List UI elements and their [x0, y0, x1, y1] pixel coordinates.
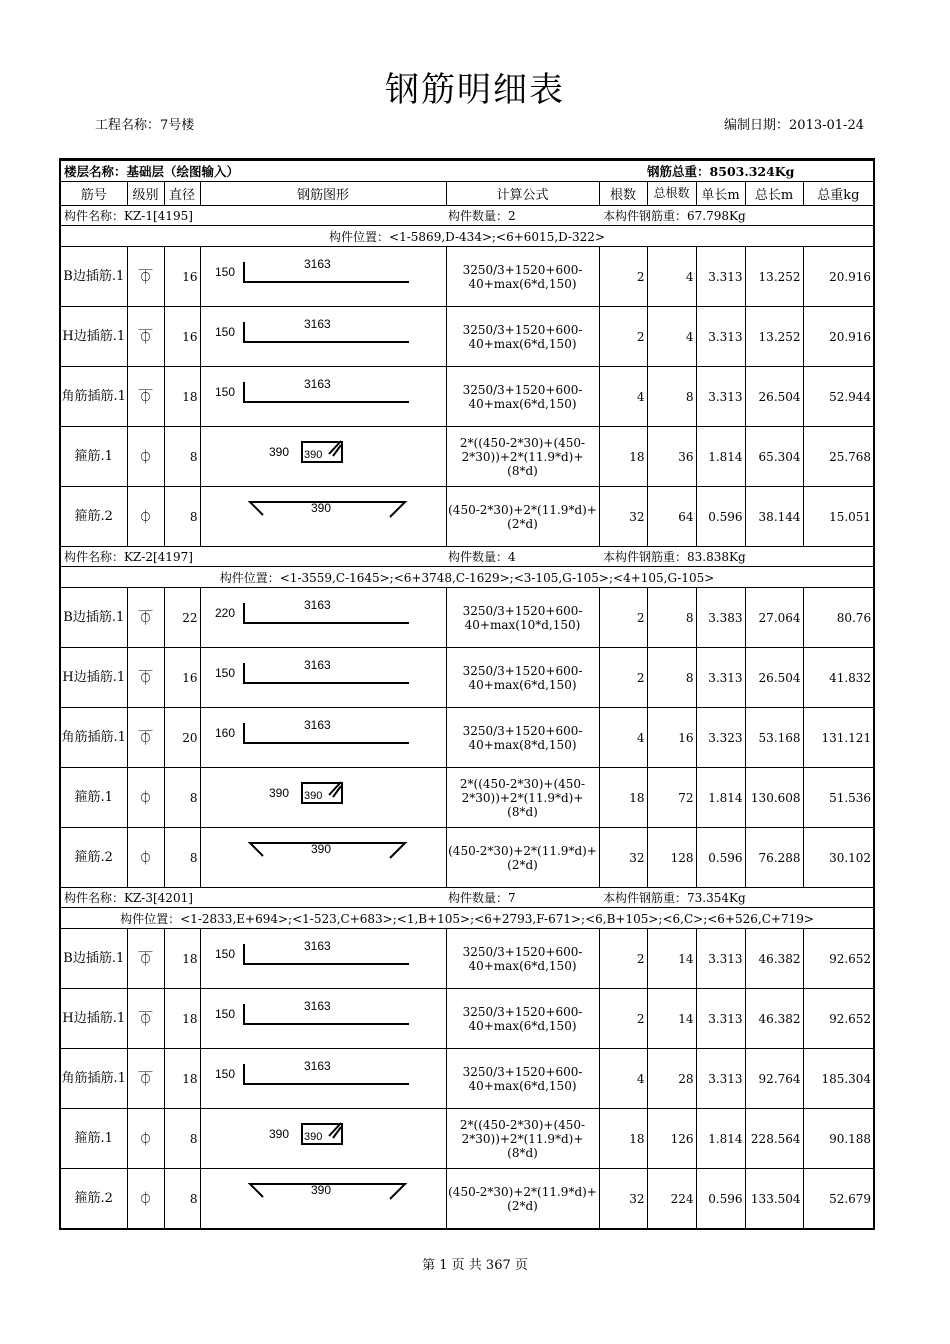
bar-name: H边插筋.1: [60, 648, 127, 708]
calc-formula: 3250/3+1520+600-40+max(6*d,150): [446, 648, 599, 708]
bar-name: H边插筋.1: [60, 307, 127, 367]
table-row: [60, 648, 874, 708]
bar-shape: [200, 1049, 446, 1109]
unit-length: 3.383: [696, 588, 745, 648]
component-weight: 本构件钢筋重：67.798Kg: [599, 206, 874, 226]
total-weight-cell: 92.652: [803, 989, 874, 1049]
bar-shape: [200, 1169, 446, 1230]
table-row: [60, 989, 874, 1049]
steel-grade-icon: ⏁: [127, 367, 164, 427]
bar-shape-drawing: [201, 709, 447, 767]
steel-grade-icon: ⏀: [127, 828, 164, 888]
component-row: [60, 206, 874, 226]
compile-date: 编制日期：2013-01-24: [724, 118, 864, 133]
bar-diameter: 8: [164, 768, 200, 828]
header-cell: 直径: [164, 182, 200, 206]
stirrup-hook: [329, 441, 341, 456]
total-count: 36: [647, 427, 696, 487]
unit-length: 3.313: [696, 1049, 745, 1109]
calc-formula: 3250/3+1520+600-40+max(6*d,150): [446, 1049, 599, 1109]
bar-count: 4: [599, 1049, 647, 1109]
total-count: 4: [647, 247, 696, 307]
component-row: [60, 888, 874, 908]
calc-formula: 2*((450-2*30)+(450-2*30))+2*(11.9*d)+(8*d): [446, 1109, 599, 1169]
total-weight-cell: 80.76: [803, 588, 874, 648]
hook-length-label: 150: [214, 1066, 235, 1081]
total-count: 8: [647, 367, 696, 427]
bar-name: 角筋插筋.1: [60, 1049, 127, 1109]
floor-name: 楼层名称：基础层（绘图输入）: [60, 160, 647, 182]
component-row: [60, 547, 874, 567]
table-row: [60, 929, 874, 989]
bar-diameter: 18: [164, 1049, 200, 1109]
bar-length-label: 3163: [303, 256, 331, 271]
steel-grade-icon: ⏁: [127, 648, 164, 708]
total-length: 46.382: [745, 929, 803, 989]
steel-grade-icon: ⏀: [127, 1109, 164, 1169]
table-row: [60, 487, 874, 547]
component-count: 构件数量：4: [446, 547, 599, 567]
bar-length-label: 3163: [303, 657, 331, 672]
steel-grade-icon: ⏀: [127, 768, 164, 828]
header-cell: 根数: [599, 182, 647, 206]
table-row: [60, 367, 874, 427]
header-cell: 计算公式: [446, 182, 599, 206]
bar-shape-drawing: [201, 990, 447, 1048]
total-count: 8: [647, 648, 696, 708]
bar-name: 箍筋.1: [60, 427, 127, 487]
stirrup-hook: [329, 1123, 341, 1138]
bar-shape-drawing: [201, 829, 447, 887]
bar-count: 4: [599, 367, 647, 427]
bar-diameter: 18: [164, 929, 200, 989]
floor-row: [60, 160, 874, 182]
bar-diameter: 8: [164, 1109, 200, 1169]
component-weight: 本构件钢筋重：83.838Kg: [599, 547, 874, 567]
table-row: [60, 307, 874, 367]
total-weight-cell: 41.832: [803, 648, 874, 708]
calc-formula: 3250/3+1520+600-40+max(6*d,150): [446, 367, 599, 427]
unit-length: 1.814: [696, 1109, 745, 1169]
total-weight-cell: 185.304: [803, 1049, 874, 1109]
position-row: [60, 908, 874, 929]
unit-length: 3.313: [696, 648, 745, 708]
header-cell: 级别: [127, 182, 164, 206]
calc-formula: 2*((450-2*30)+(450-2*30))+2*(11.9*d)+(8*d): [446, 427, 599, 487]
component-count: 构件数量：2: [446, 206, 599, 226]
calc-formula: 3250/3+1520+600-40+max(10*d,150): [446, 588, 599, 648]
total-length: 26.504: [745, 648, 803, 708]
bar-diameter: 8: [164, 828, 200, 888]
bar-length-label: 3163: [303, 998, 331, 1013]
bar-shape: [200, 989, 446, 1049]
total-count: 72: [647, 768, 696, 828]
bar-diameter: 16: [164, 247, 200, 307]
bar-length-label: 3163: [303, 376, 331, 391]
tie-length-label: 390: [310, 1182, 331, 1197]
page-title: 钢筋明细表: [385, 70, 565, 110]
total-length: 27.064: [745, 588, 803, 648]
unit-length: 3.313: [696, 247, 745, 307]
total-length: 130.608: [745, 768, 803, 828]
unit-length: 3.313: [696, 929, 745, 989]
calc-formula: 2*((450-2*30)+(450-2*30))+2*(11.9*d)+(8*d): [446, 768, 599, 828]
bar-shape: [200, 487, 446, 547]
bar-name: B边插筋.1: [60, 247, 127, 307]
total-weight-cell: 131.121: [803, 708, 874, 768]
bar-shape: [200, 1109, 446, 1169]
rebar-table: [59, 158, 875, 1230]
header-cell: 钢筋图形: [200, 182, 446, 206]
hook-length-label: 150: [214, 264, 235, 279]
unit-length: 3.313: [696, 367, 745, 427]
total-count: 28: [647, 1049, 696, 1109]
total-count: 16: [647, 708, 696, 768]
total-count: 126: [647, 1109, 696, 1169]
table-row: [60, 828, 874, 888]
unit-length: 0.596: [696, 828, 745, 888]
steel-grade-icon: ⏁: [127, 307, 164, 367]
component-position: 构件位置：<1-5869,D-434>;<6+6015,D-322>: [60, 226, 874, 247]
component-name: 构件名称：KZ-2[4197]: [60, 547, 446, 567]
bar-name: 箍筋.2: [60, 1169, 127, 1230]
bar-name: 角筋插筋.1: [60, 367, 127, 427]
table-row: [60, 768, 874, 828]
bar-length-label: 3163: [303, 1058, 331, 1073]
header-cell: 单长m: [696, 182, 745, 206]
bar-count: 32: [599, 1169, 647, 1230]
steel-grade-icon: ⏁: [127, 708, 164, 768]
bar-name: 箍筋.2: [60, 828, 127, 888]
bar-count: 32: [599, 487, 647, 547]
total-weight-cell: 20.916: [803, 307, 874, 367]
total-weight-cell: 20.916: [803, 247, 874, 307]
tie-length-label: 390: [310, 500, 331, 515]
tie-length-label: 390: [310, 841, 331, 856]
bar-shape: [200, 768, 446, 828]
bar-count: 4: [599, 708, 647, 768]
bar-shape-drawing: [201, 930, 447, 988]
unit-length: 1.814: [696, 427, 745, 487]
hook-length-label: 160: [214, 725, 235, 740]
bar-name: 箍筋.1: [60, 1109, 127, 1169]
bar-shape-drawing: [201, 488, 447, 546]
bar-shape-drawing: [201, 769, 447, 827]
total-weight-cell: 25.768: [803, 427, 874, 487]
calc-formula: 3250/3+1520+600-40+max(6*d,150): [446, 307, 599, 367]
stirrup-width-label: 390: [268, 1126, 289, 1141]
unit-length: 3.313: [696, 307, 745, 367]
unit-length: 0.596: [696, 487, 745, 547]
bar-shape-drawing: [201, 589, 447, 647]
bar-count: 18: [599, 1109, 647, 1169]
bar-diameter: 22: [164, 588, 200, 648]
total-count: 14: [647, 989, 696, 1049]
table-row: [60, 427, 874, 487]
total-weight: 钢筋总重：8503.324Kg: [647, 160, 874, 182]
steel-grade-icon: ⏁: [127, 1049, 164, 1109]
position-row: [60, 226, 874, 247]
stirrup-height-label: 390: [303, 1130, 322, 1143]
bar-name: 箍筋.1: [60, 768, 127, 828]
total-length: 133.504: [745, 1169, 803, 1230]
bar-diameter: 8: [164, 1169, 200, 1230]
total-length: 53.168: [745, 708, 803, 768]
header-cell: 总长m: [745, 182, 803, 206]
unit-length: 3.323: [696, 708, 745, 768]
unit-length: 0.596: [696, 1169, 745, 1230]
bar-shape-drawing: [201, 248, 447, 306]
bar-diameter: 18: [164, 367, 200, 427]
bar-length-label: 3163: [303, 316, 331, 331]
steel-grade-icon: ⏁: [127, 989, 164, 1049]
calc-formula: (450-2*30)+2*(11.9*d)+(2*d): [446, 828, 599, 888]
total-length: 228.564: [745, 1109, 803, 1169]
table-row: [60, 1049, 874, 1109]
component-position: 构件位置：<1-3559,C-1645>;<6+3748,C-1629>;<3-105,G-105>;<4+105,G-105>: [60, 567, 874, 588]
total-weight-cell: 52.944: [803, 367, 874, 427]
hook-length-label: 150: [214, 384, 235, 399]
hook-length-label: 150: [214, 665, 235, 680]
bar-shape: [200, 708, 446, 768]
bar-shape: [200, 648, 446, 708]
steel-grade-icon: ⏁: [127, 588, 164, 648]
table-row: [60, 708, 874, 768]
header-row: [60, 182, 874, 206]
component-position: 构件位置：<1-2833,E+694>;<1-523,C+683>;<1,B+105>;<6+2793,F-671>;<6,B+105>;<6,C>;<6+526,C+719>: [60, 908, 874, 929]
calc-formula: 3250/3+1520+600-40+max(6*d,150): [446, 929, 599, 989]
bar-shape: [200, 588, 446, 648]
component-name: 构件名称：KZ-3[4201]: [60, 888, 446, 908]
bar-shape: [200, 307, 446, 367]
steel-grade-icon: ⏁: [127, 247, 164, 307]
total-length: 26.504: [745, 367, 803, 427]
bar-shape-drawing: [201, 1170, 447, 1228]
component-weight: 本构件钢筋重：73.354Kg: [599, 888, 874, 908]
stirrup-hook: [329, 782, 341, 797]
total-count: 8: [647, 588, 696, 648]
stirrup-width-label: 390: [268, 785, 289, 800]
bar-shape-drawing: [201, 649, 447, 707]
total-count: 128: [647, 828, 696, 888]
header-cell: 筋号: [60, 182, 127, 206]
total-weight-cell: 15.051: [803, 487, 874, 547]
bar-count: 32: [599, 828, 647, 888]
bar-shape-drawing: [201, 1050, 447, 1108]
bar-length-label: 3163: [303, 597, 331, 612]
bar-count: 2: [599, 307, 647, 367]
bar-diameter: 8: [164, 427, 200, 487]
hook-length-label: 220: [214, 605, 235, 620]
steel-grade-icon: ⏀: [127, 1169, 164, 1230]
total-weight-cell: 92.652: [803, 929, 874, 989]
total-length: 13.252: [745, 247, 803, 307]
steel-grade-icon: ⏀: [127, 487, 164, 547]
total-length: 65.304: [745, 427, 803, 487]
bar-length-label: 3163: [303, 717, 331, 732]
table-row: [60, 1109, 874, 1169]
hook-length-label: 150: [214, 1006, 235, 1021]
total-length: 13.252: [745, 307, 803, 367]
bar-name: 箍筋.2: [60, 487, 127, 547]
total-weight-cell: 51.536: [803, 768, 874, 828]
total-length: 76.288: [745, 828, 803, 888]
hook-length-label: 150: [214, 324, 235, 339]
bar-diameter: 8: [164, 487, 200, 547]
bar-count: 2: [599, 929, 647, 989]
calc-formula: 3250/3+1520+600-40+max(6*d,150): [446, 989, 599, 1049]
bar-name: H边插筋.1: [60, 989, 127, 1049]
bar-shape-drawing: [201, 1110, 447, 1168]
calc-formula: 3250/3+1520+600-40+max(8*d,150): [446, 708, 599, 768]
bar-shape: [200, 929, 446, 989]
header-cell: 总根数: [647, 182, 696, 206]
bar-diameter: 20: [164, 708, 200, 768]
position-row: [60, 567, 874, 588]
table-row: [60, 1169, 874, 1230]
unit-length: 3.313: [696, 989, 745, 1049]
steel-grade-icon: ⏁: [127, 929, 164, 989]
bar-name: B边插筋.1: [60, 929, 127, 989]
bar-diameter: 16: [164, 307, 200, 367]
bar-count: 18: [599, 427, 647, 487]
bar-shape-drawing: [201, 428, 447, 486]
bar-shape: [200, 367, 446, 427]
calc-formula: (450-2*30)+2*(11.9*d)+(2*d): [446, 487, 599, 547]
component-name: 构件名称：KZ-1[4195]: [60, 206, 446, 226]
page-footer: 第 1 页 共 367 页: [422, 1258, 528, 1273]
table-row: [60, 247, 874, 307]
bar-diameter: 16: [164, 648, 200, 708]
component-count: 构件数量：7: [446, 888, 599, 908]
bar-name: B边插筋.1: [60, 588, 127, 648]
unit-length: 1.814: [696, 768, 745, 828]
calc-formula: (450-2*30)+2*(11.9*d)+(2*d): [446, 1169, 599, 1230]
bar-count: 2: [599, 588, 647, 648]
steel-grade-icon: ⏀: [127, 427, 164, 487]
total-count: 14: [647, 929, 696, 989]
bar-length-label: 3163: [303, 938, 331, 953]
total-length: 46.382: [745, 989, 803, 1049]
bar-shape-drawing: [201, 368, 447, 426]
total-count: 4: [647, 307, 696, 367]
bar-count: 2: [599, 648, 647, 708]
total-weight-cell: 90.188: [803, 1109, 874, 1169]
bar-count: 18: [599, 768, 647, 828]
stirrup-height-label: 390: [303, 448, 322, 461]
bar-shape: [200, 427, 446, 487]
stirrup-height-label: 390: [303, 789, 322, 802]
hook-length-label: 150: [214, 946, 235, 961]
bar-shape: [200, 247, 446, 307]
bar-count: 2: [599, 247, 647, 307]
stirrup-width-label: 390: [268, 444, 289, 459]
total-count: 224: [647, 1169, 696, 1230]
total-length: 92.764: [745, 1049, 803, 1109]
bar-count: 2: [599, 989, 647, 1049]
header-cell: 总重kg: [803, 182, 874, 206]
calc-formula: 3250/3+1520+600-40+max(6*d,150): [446, 247, 599, 307]
total-count: 64: [647, 487, 696, 547]
total-weight-cell: 52.679: [803, 1169, 874, 1230]
bar-name: 角筋插筋.1: [60, 708, 127, 768]
bar-diameter: 18: [164, 989, 200, 1049]
bar-shape: [200, 828, 446, 888]
bar-shape-drawing: [201, 308, 447, 366]
total-length: 38.144: [745, 487, 803, 547]
total-weight-cell: 30.102: [803, 828, 874, 888]
project-name: 工程名称：7号楼: [95, 118, 195, 133]
table-row: [60, 588, 874, 648]
